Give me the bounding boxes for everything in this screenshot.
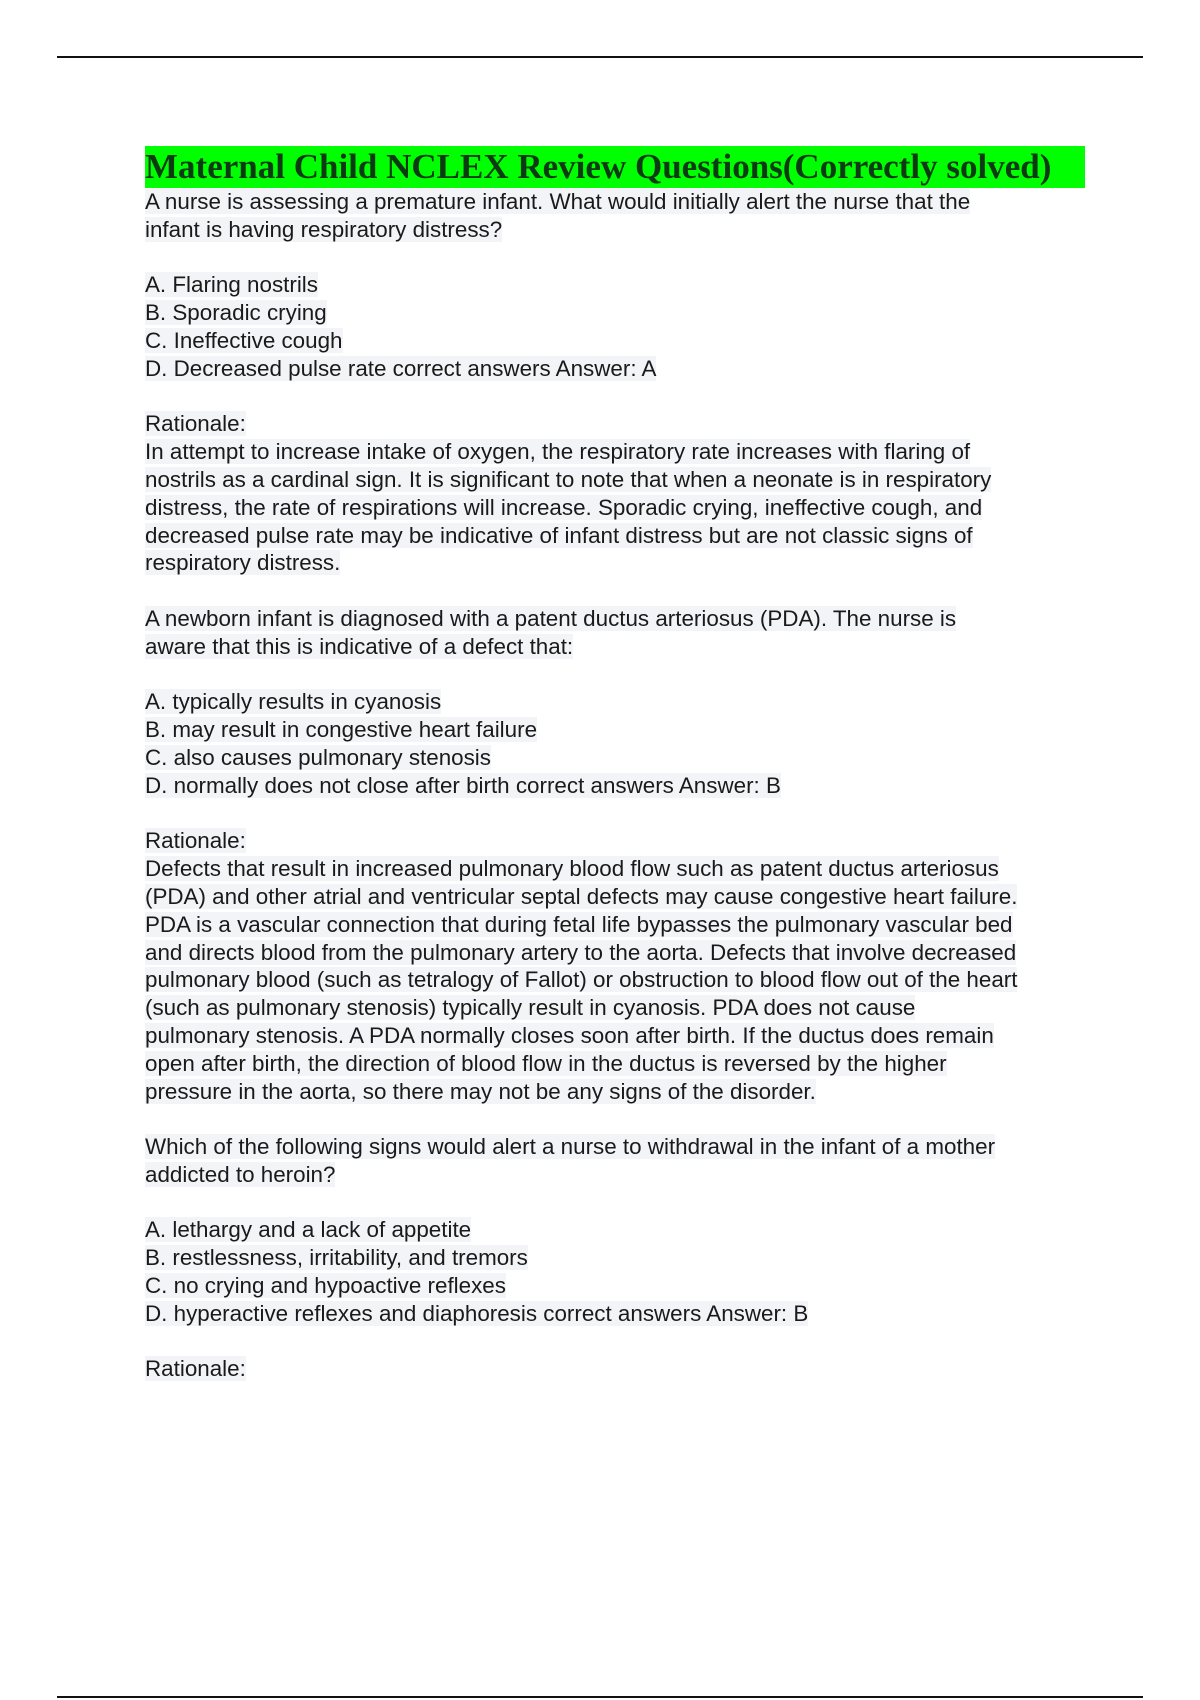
spacer: [145, 1328, 1145, 1356]
answer-option: [145, 299, 1145, 327]
rationale-line-text: (such as pulmonary stenosis) typically result in cyanosis. PDA does not cause: [145, 995, 916, 1021]
rationale-line-text: pulmonary blood (such as tetralogy of Fallot) or obstruction to blood flow out of the heart: [145, 967, 1018, 993]
question-stem-line-text: A nurse is assessing a premature infant. What would initially alert the nurse that the: [145, 189, 971, 214]
spacer: [145, 244, 1145, 272]
rationale-line: [145, 1022, 1145, 1050]
rationale-line: [145, 1050, 1145, 1078]
question-stem-line: [145, 1133, 1145, 1161]
answer-option-text: D. hyperactive reflexes and diaphoresis correct answers Answer: B: [145, 1300, 809, 1326]
answer-option-text: D. Decreased pulse rate correct answers Answer: A: [145, 355, 657, 381]
footer-rule: [57, 1696, 1143, 1698]
rationale-label: [145, 410, 1145, 438]
answer-option: [145, 716, 1145, 744]
answer-option-text: A. Flaring nostrils: [145, 272, 318, 298]
answer-option-text: A. typically results in cyanosis: [145, 689, 442, 715]
rationale-label: [145, 1355, 1145, 1383]
question-stem-line: [145, 633, 1145, 661]
answer-option: [145, 1272, 1145, 1300]
rationale-line-text: open after birth, the direction of blood flow in the ductus is reversed by the higher: [145, 1050, 947, 1076]
question-stem-line-text: A newborn infant is diagnosed with a patent ductus arteriosus (PDA). The nurse is: [145, 605, 957, 631]
spacer: [145, 1189, 1145, 1217]
rationale-line: [145, 966, 1145, 994]
question-stem-line: [145, 188, 1145, 216]
spacer: [145, 1105, 1145, 1133]
question-stem-line: [145, 216, 1145, 244]
question-stem-line-text: infant is having respiratory distress?: [145, 216, 503, 242]
answer-option: [145, 1300, 1145, 1328]
rationale-line: [145, 522, 1145, 550]
rationale-label-text: Rationale:: [145, 1356, 246, 1382]
answer-option-text: A. lethargy and a lack of appetite: [145, 1217, 472, 1243]
rationale-line: [145, 855, 1145, 883]
rationale-label-text: Rationale:: [145, 828, 246, 854]
answer-option-text: B. restlessness, irritability, and tremors: [145, 1245, 528, 1271]
answer-option: [145, 327, 1145, 355]
rationale-label: [145, 827, 1145, 855]
rationale-line-text: Defects that result in increased pulmonary blood flow such as patent ductus arteriosus: [145, 856, 999, 882]
rationale-line-text: distress, the rate of respirations will increase. Sporadic crying, ineffective cough, and: [145, 494, 983, 520]
rationale-line-text: nostrils as a cardinal sign. It is significant to note that when a neonate is in respiratory: [145, 466, 992, 492]
rationale-line: [145, 438, 1145, 466]
answer-option: [145, 688, 1145, 716]
header-rule: [57, 56, 1143, 58]
spacer: [145, 661, 1145, 689]
rationale-line: [145, 939, 1145, 967]
rationale-line: [145, 466, 1145, 494]
spacer: [145, 577, 1145, 605]
rationale-line: [145, 494, 1145, 522]
rationale-line-text: In attempt to increase intake of oxygen, the respiratory rate increases with flaring of: [145, 439, 971, 465]
question-stem-line-text: aware that this is indicative of a defect that:: [145, 633, 574, 659]
answer-option: [145, 744, 1145, 772]
answer-option: [145, 1244, 1145, 1272]
answer-option: [145, 271, 1145, 299]
rationale-line-text: pressure in the aorta, so there may not be any signs of the disorder.: [145, 1078, 816, 1104]
answer-option-text: B. Sporadic crying: [145, 300, 327, 326]
rationale-line-text: PDA is a vascular connection that during fetal life bypasses the pulmonary vascular bed: [145, 911, 1013, 937]
answer-option: [145, 1216, 1145, 1244]
answer-option-text: D. normally does not close after birth correct answers Answer: B: [145, 772, 781, 798]
rationale-line-text: and directs blood from the pulmonary artery to the aorta. Defects that involve decreased: [145, 939, 1017, 965]
rationale-line: [145, 911, 1145, 939]
answer-option-text: C. Ineffective cough: [145, 327, 343, 353]
question-stem-line-text: Which of the following signs would alert a nurse to withdrawal in the infant of a mother: [145, 1134, 996, 1160]
answer-option: [145, 772, 1145, 800]
answer-option-text: C. also causes pulmonary stenosis: [145, 744, 491, 770]
question-stem-line: [145, 605, 1145, 633]
rationale-line-text: pulmonary stenosis. A PDA normally closes soon after birth. If the ductus does remain: [145, 1022, 994, 1048]
rationale-line-text: (PDA) and other atrial and ventricular septal defects may cause congestive heart failure.: [145, 883, 1018, 909]
rationale-line: [145, 883, 1145, 911]
answer-option: [145, 355, 1145, 383]
document-title: Maternal Child NCLEX Review Questions(Correctly solved): [145, 146, 1085, 188]
spacer: [145, 383, 1145, 411]
rationale-line: [145, 994, 1145, 1022]
question-stem-line: [145, 1161, 1145, 1189]
rationale-label-text: Rationale:: [145, 411, 246, 437]
rationale-line-text: respiratory distress.: [145, 550, 341, 576]
rationale-line-text: decreased pulse rate may be indicative of infant distress but are not classic signs of: [145, 522, 973, 548]
rationale-line: [145, 549, 1145, 577]
spacer: [145, 800, 1145, 828]
rationale-line: [145, 1078, 1145, 1106]
answer-option-text: B. may result in congestive heart failure: [145, 717, 538, 743]
question-stem-line-text: addicted to heroin?: [145, 1161, 336, 1187]
answer-option-text: C. no crying and hypoactive reflexes: [145, 1273, 506, 1299]
document-body: [145, 188, 1145, 1383]
